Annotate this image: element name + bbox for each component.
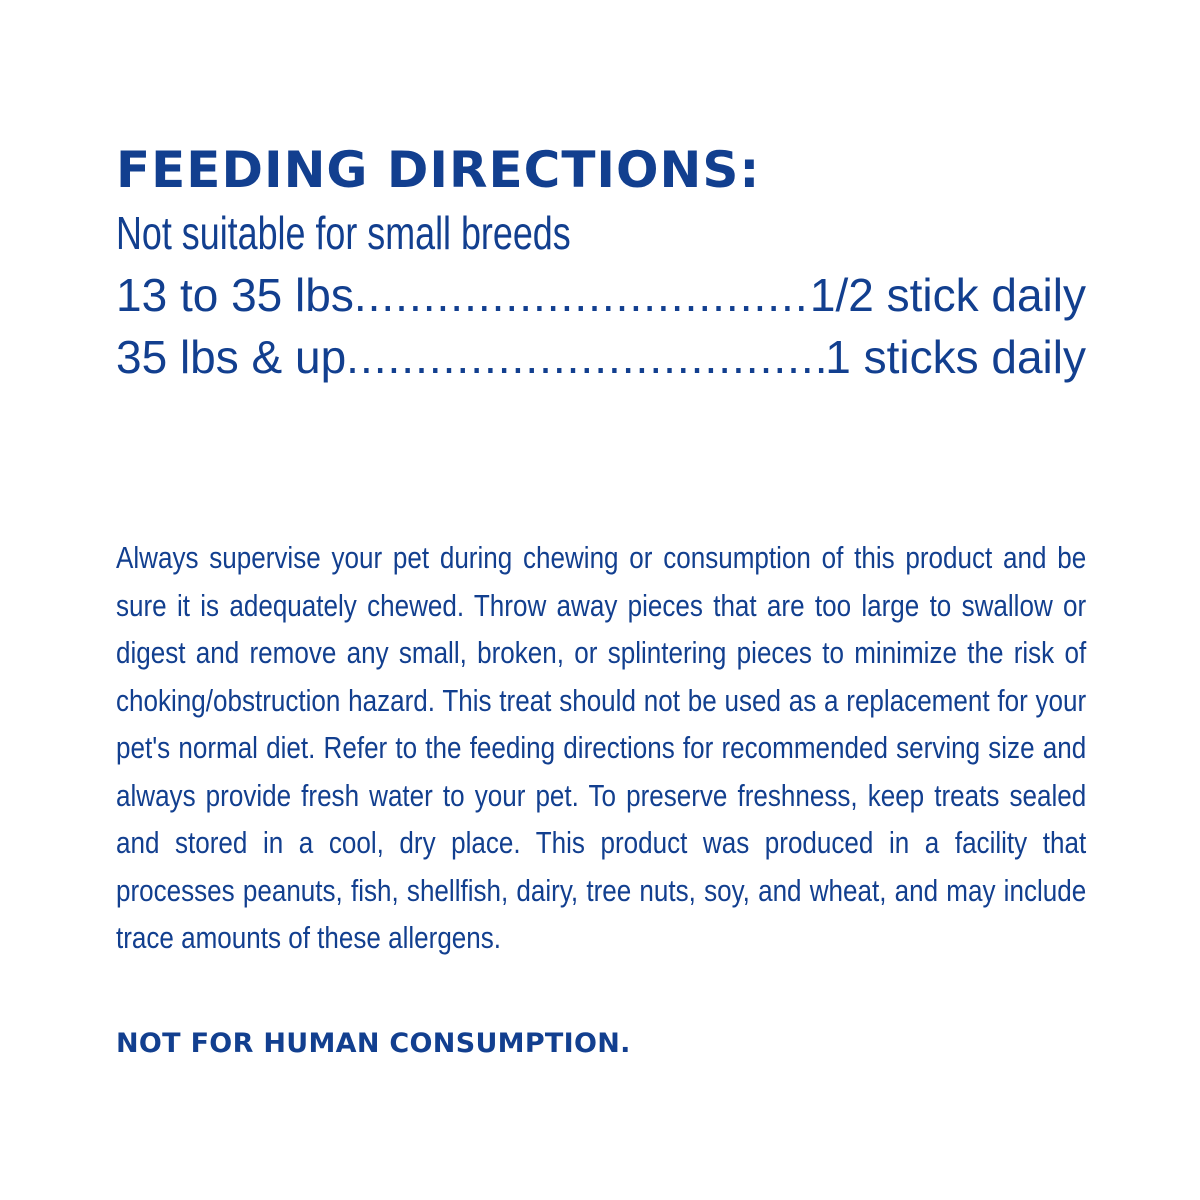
feeding-directions-section xyxy=(116,138,1086,388)
dose-row xyxy=(116,326,1086,388)
dose-leader-dots xyxy=(346,326,825,388)
safety-warning-section xyxy=(116,534,1087,1059)
dose-weight: 35 lbs & up xyxy=(116,331,347,383)
dose-amount: 1/2 stick daily xyxy=(809,269,1086,321)
dose-amount: 1 sticks daily xyxy=(825,331,1086,383)
dose-row xyxy=(116,264,1086,326)
feeding-note: Not suitable for small breeds xyxy=(116,207,571,259)
dose-weight: 13 to 35 lbs xyxy=(116,269,354,321)
feeding-directions-title: FEEDING DIRECTIONS: xyxy=(116,141,761,199)
dose-leader-dots xyxy=(354,264,810,326)
human-consumption-notice: NOT FOR HUMAN CONSUMPTION. xyxy=(116,1028,631,1059)
safety-warning-text: Always supervise your pet during chewing or consumption of this product and be sure it is adequately chewed. Throw away pieces that are too large to swallow or digest and remove any small, broken, or splintering pieces to minimize the risk of choking/obstruction hazard. This treat should not be used as a replacement for your pet's normal diet. Refer to the feeding directions for recommended serving size and always provide fresh water to your pet. To preserve freshness, keep treats sealed and stored in a cool, dry place. This product was produced in a facility that processes peanuts, fish, shellfish, dairy, tree nuts, soy, and wheat, and may include trace amounts of these allergens. xyxy=(116,540,1087,955)
